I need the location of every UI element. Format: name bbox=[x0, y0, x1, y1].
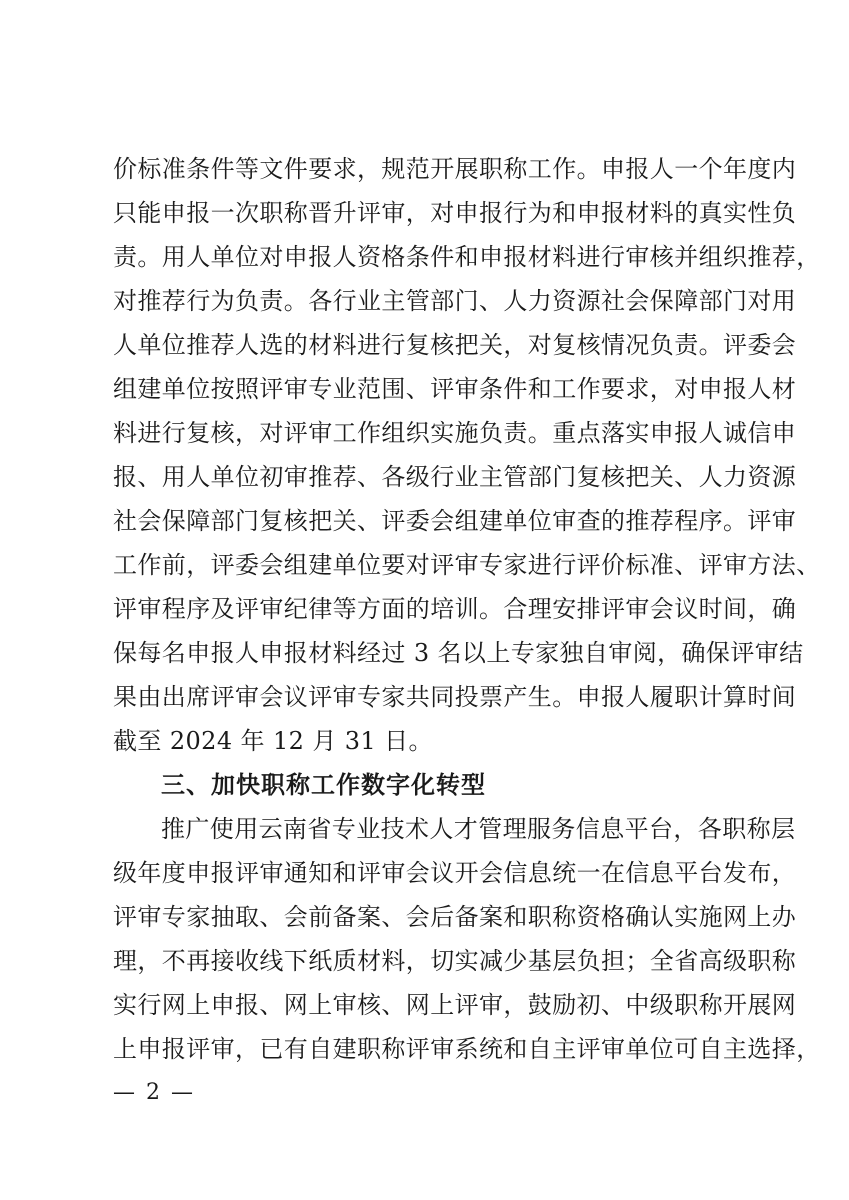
paragraph-line: 只能申报一次职称晋升评审，对申报行为和申报材料的真实性负 bbox=[113, 199, 797, 227]
paragraph-line: 价标准条件等文件要求，规范开展职称工作。申报人一个年度内 bbox=[113, 155, 797, 183]
section-heading-block bbox=[113, 766, 753, 806]
page-number: — 2 — bbox=[113, 1080, 195, 1105]
paragraph-1-last bbox=[113, 722, 753, 762]
paragraph-line: 评审程序及评审纪律等方面的培训。合理安排评审会议时间，确 bbox=[113, 595, 797, 623]
paragraph-line: 责。用人单位对申报人资格条件和申报材料进行审核并组织推荐， bbox=[113, 243, 821, 271]
paragraph-line: 料进行复核，对评审工作组织实施负责。重点落实申报人诚信申 bbox=[113, 419, 797, 447]
paragraph-line: 社会保障部门复核把关、评委会组建单位审查的推荐程序。评审 bbox=[113, 507, 797, 535]
paragraph-line: 报、用人单位初审推荐、各级行业主管部门复核把关、人力资源 bbox=[113, 463, 797, 491]
paragraph-1 bbox=[113, 150, 821, 720]
paragraph-line: 果由出席评审会议评审专家共同投票产生。申报人履职计算时间 bbox=[113, 683, 797, 711]
paragraph-line: 截至 2024 年 12 月 31 日。 bbox=[113, 727, 433, 755]
paragraph-line: 工作前，评委会组建单位要对评审专家进行评价标准、评审方法、 bbox=[113, 551, 821, 579]
paragraph-line: 实行网上申报、网上审核、网上评审，鼓励初、中级职称开展网 bbox=[113, 991, 797, 1019]
paragraph-line: 理，不再接收线下纸质材料，切实减少基层负担；全省高级职称 bbox=[113, 947, 797, 975]
paragraph-line: 保每名申报人申报材料经过 3 名以上专家独自审阅，确保评审结 bbox=[113, 639, 804, 667]
paragraph-line: 人单位推荐人选的材料进行复核把关，对复核情况负责。评委会 bbox=[113, 331, 797, 359]
paragraph-line: 级年度申报评审通知和评审会议开会信息统一在信息平台发布， bbox=[113, 859, 797, 887]
section-heading: 三、加快职称工作数字化转型 bbox=[161, 771, 486, 799]
paragraph-line: 推广使用云南省专业技术人才管理服务信息平台，各职称层 bbox=[161, 815, 796, 843]
paragraph-2 bbox=[113, 810, 821, 1074]
paragraph-line: 上申报评审，已有自建职称评审系统和自主评审单位可自主选择， bbox=[113, 1035, 821, 1063]
paragraph-line: 组建单位按照评审专业范围、评审条件和工作要求，对申报人材 bbox=[113, 375, 797, 403]
paragraph-line: 评审专家抽取、会前备案、会后备案和职称资格确认实施网上办 bbox=[113, 903, 797, 931]
paragraph-line: 对推荐行为负责。各行业主管部门、人力资源社会保障部门对用 bbox=[113, 287, 797, 315]
